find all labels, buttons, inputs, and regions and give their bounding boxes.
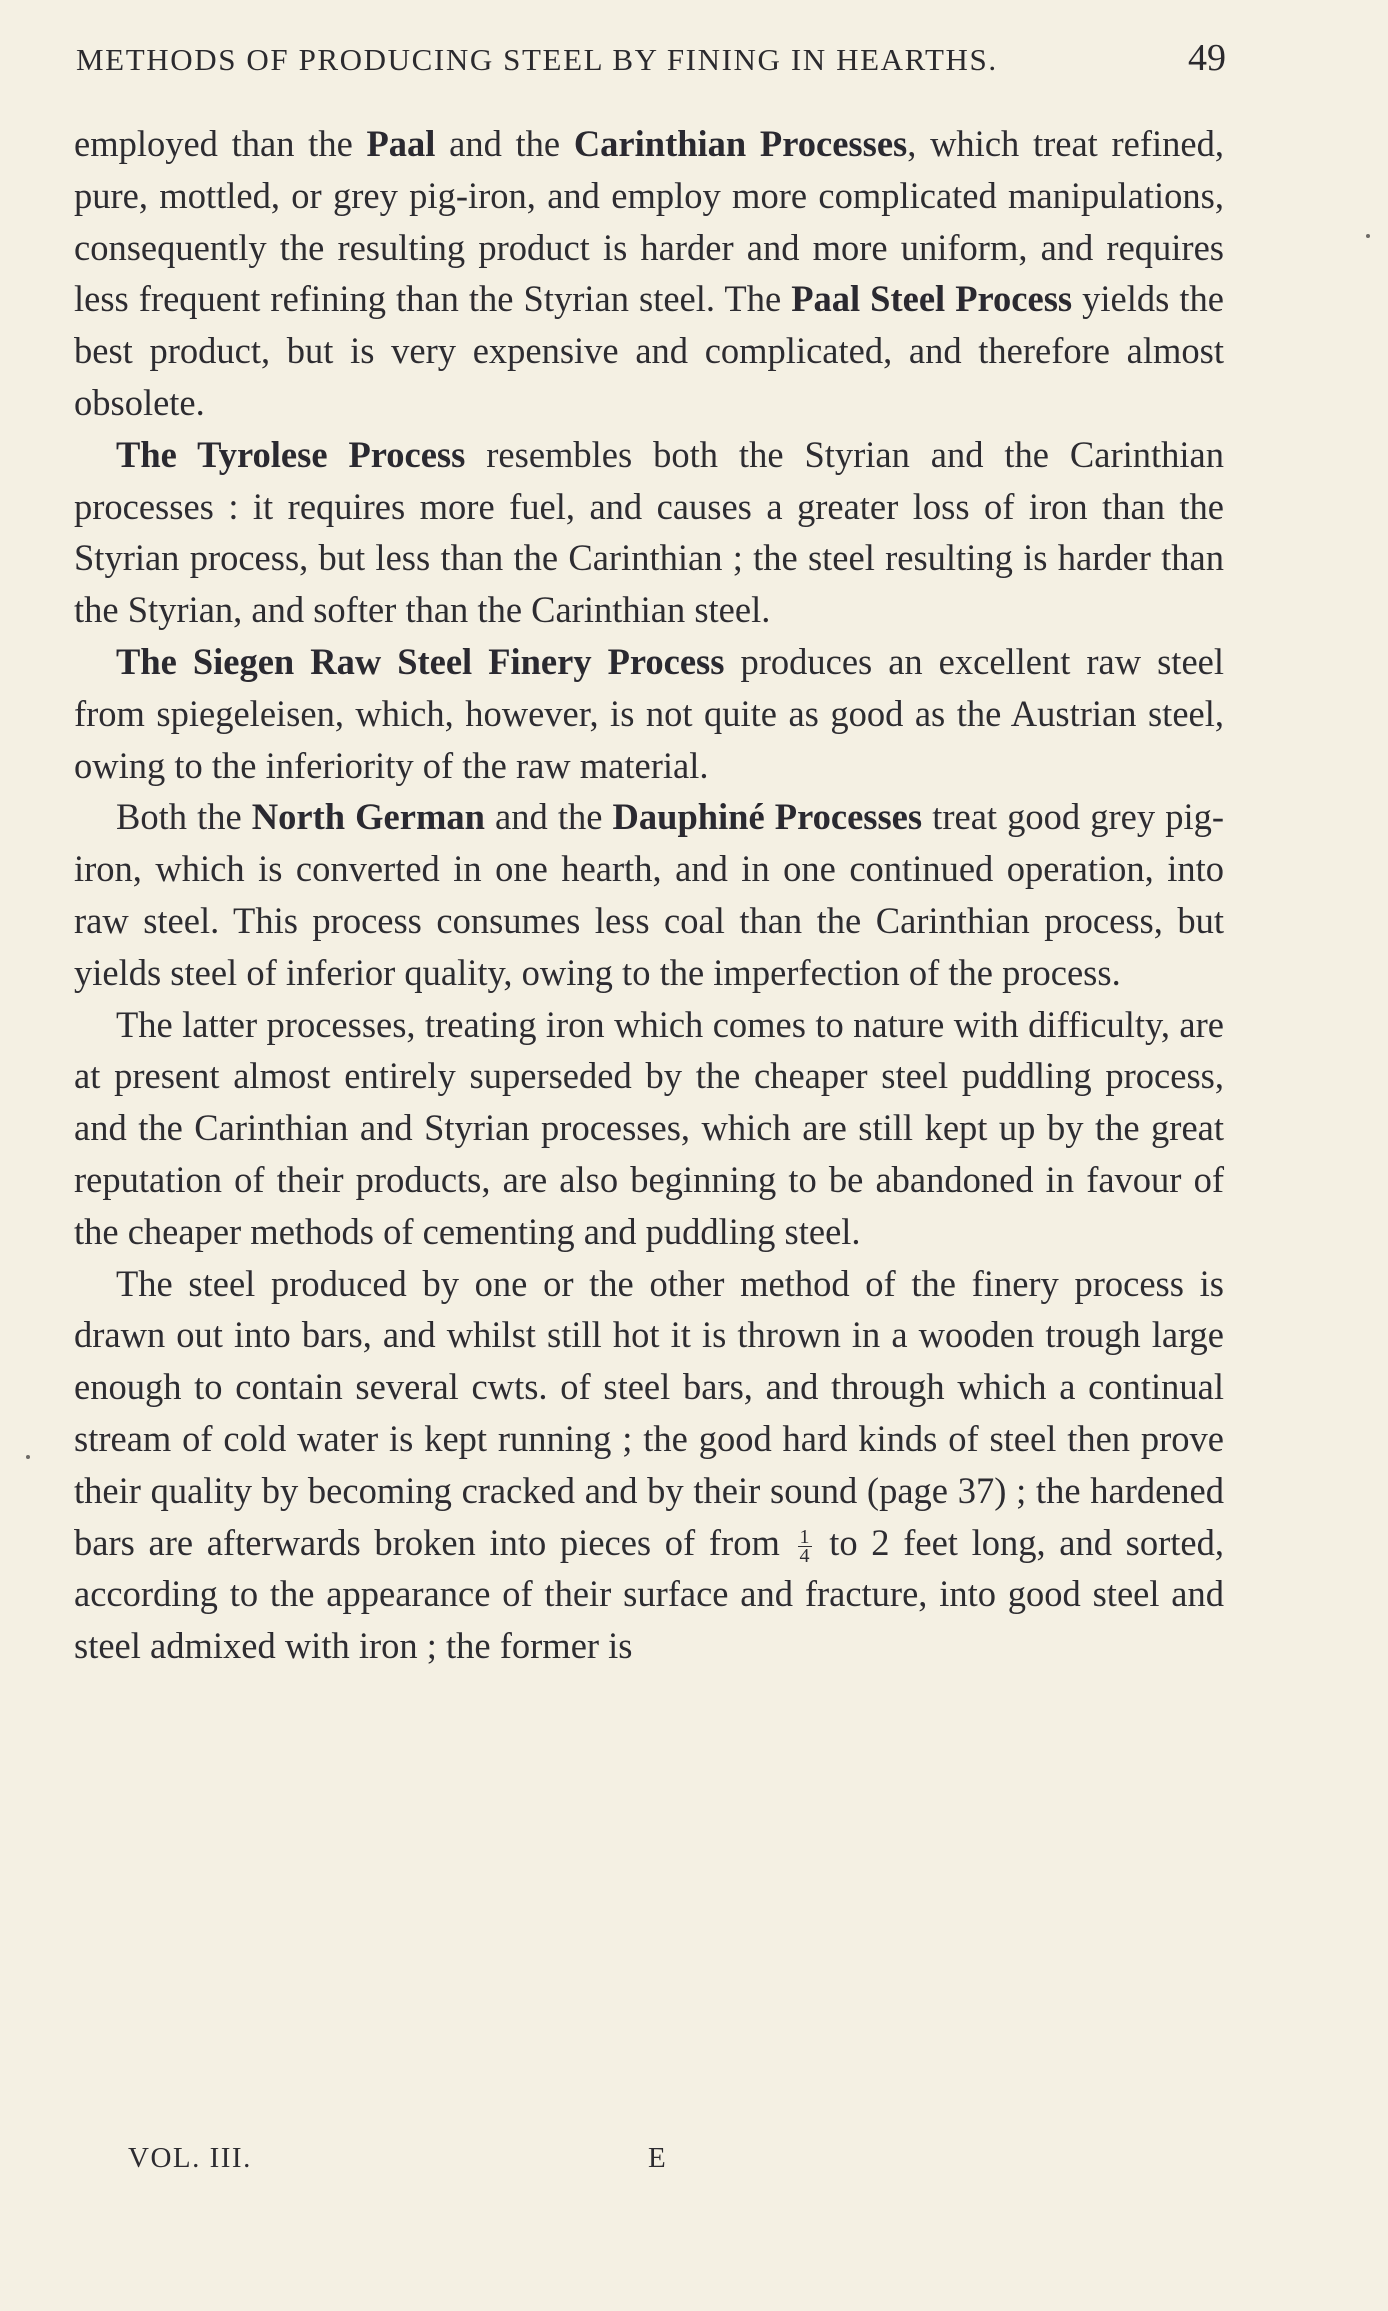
bold-term: Dauphiné Processes [612, 796, 923, 838]
paragraph [74, 999, 1224, 1258]
paragraph [74, 118, 1224, 429]
paragraph [74, 429, 1224, 636]
body-text [74, 118, 1224, 1672]
bold-term: Paal Steel Process [791, 278, 1073, 320]
page-number: 49 [1188, 37, 1226, 79]
text-run: , which treat refined, pure, mottled, or grey pig-iron, and employ more complicated manipulations, consequently the resulting product is harder and more uniform, and requires less frequent refining than the Styrian steel. The [74, 123, 1224, 320]
paragraph [74, 791, 1224, 998]
text-run: Both the [116, 796, 252, 838]
text-run: resembles both the Styrian and the Carinthian processes : it requires more fuel, and causes a greater loss of iron than the Styrian process, but less than the Carinthian ; the steel resulting is harder than the Styrian, and softer than the Carinthian steel. [74, 433, 1224, 631]
bold-term: Carinthian Processes [573, 123, 908, 164]
text-run: yields the best product, but is very expensive and complicated, and therefore almost obsolete. [74, 278, 1224, 423]
text-run: treat good grey pig-iron, which is converted in one hearth, and in one continued operation, into raw steel. This process consumes less coal than the Carinthian process, but yields steel of inferior quality, owing to the imperfection of the process. [74, 796, 1225, 993]
paper-speck [26, 1455, 30, 1459]
volume-label: VOL. III. [128, 2142, 252, 2174]
text-run: The latter processes, treating iron which comes to nature with difficulty, are at present almost entirely superseded by the cheaper steel puddling process, and the Carinthian and Styrian processes, which are still kept up by the great reputation of their products, are also beginning to be abandoned in favour of the cheaper methods of cementing and puddling steel. [74, 1003, 1224, 1252]
signature-mark: E [648, 2142, 668, 2174]
paragraph [74, 636, 1224, 791]
bold-term: The Siegen Raw Steel Finery Process [116, 640, 725, 682]
bold-term: The Tyrolese Process [116, 433, 466, 475]
running-head [76, 36, 1226, 88]
fraction-numerator: 1 [799, 1525, 810, 1548]
page-footer [128, 2142, 728, 2186]
running-head-title: METHODS OF PRODUCING STEEL BY FINING IN HEARTHS. [76, 42, 998, 77]
text-run: and the [435, 123, 574, 164]
text-run: produces an excellent raw steel from spiegeleisen, which, however, is not quite as good as the Austrian steel, owing to the inferiority of the raw material. [74, 640, 1224, 786]
text-run: and the [484, 796, 613, 838]
fraction-denominator: 4 [799, 1544, 810, 1567]
paper-speck [1366, 234, 1370, 238]
bold-term: North German [251, 796, 485, 838]
text-run: to 2 feet long, and sorted, according to the appearance of their surface and fracture, into good steel and steel admixed with iron ; the former is [74, 1521, 1224, 1667]
fraction-one-quarter [798, 1525, 812, 1567]
text-run: The steel produced by one or the other method of the finery process is drawn out into bars, and whilst still hot it is thrown in a wooden trough large enough to contain several cwts. of steel bars, and through which a continual stream of cold water is kept running ; the good hard kinds of steel then prove their quality by becoming cracked and by their sound (page 37) ; the hardened bars are afterwards broken into pieces of from [74, 1262, 1224, 1563]
text-run: employed than the [74, 123, 367, 164]
bold-term: Paal [366, 123, 436, 164]
paragraph [74, 1258, 1224, 1672]
